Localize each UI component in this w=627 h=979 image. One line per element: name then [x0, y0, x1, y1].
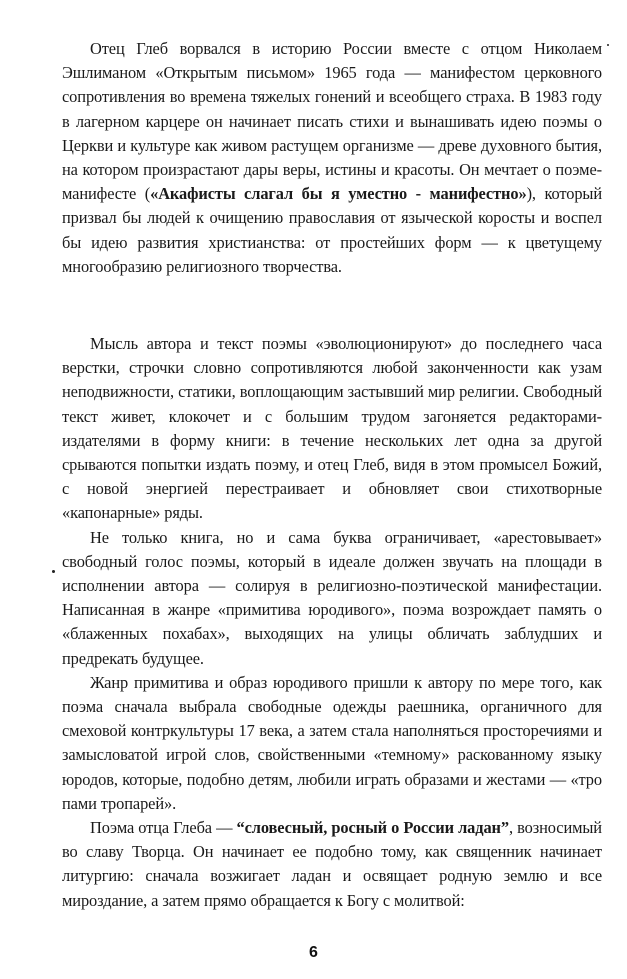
paragraph-5-quote: “словесный, росный о России ладан” — [236, 818, 509, 838]
paragraph-5-text-end: , возносимый во славу Творца. Он начинает ее подобно тому, как священник начинает литургию: сначала возжигает ладан и освящает родную землю и все мироздание, а затем прямо обращается к Богу с молитвой: — [62, 818, 602, 910]
text-block-bottom — [62, 332, 602, 913]
scan-speck — [607, 44, 609, 46]
paragraph-2-text: Мысль автора и текст поэмы «эволюционируют» до последнего часа верстки, строчки словно сопротивляются любой законченности как узам неподвижности, статики, воплощающим застывший мир религии. Свободный текст живет, клокочет и с большим трудом загоняется редакторами-издателями в форму книги: в течение нескольких лет одна за другой срываются попытки издать поэму, и отец Глеб, видя в этом промысел Божий, с новой энергией перестраивает и обновляет свои стихотворные «капонарные» ряды. — [62, 334, 602, 523]
paragraph-5 — [62, 816, 602, 913]
paragraph-5-text: Поэма отца Глеба — — [90, 818, 237, 838]
paragraph-1-quote: «Акафисты слагал бы я уместно - манифестно» — [150, 184, 527, 204]
paragraph-2 — [62, 332, 602, 526]
paragraph-3 — [62, 526, 602, 671]
text-block-top — [62, 37, 602, 279]
paragraph-3-text: Не только книга, но и сама буква ограничивает, «арестовывает» свободный голос поэмы, который в идеале должен звучать на площади в исполнении автора — солируя в религиозно-поэтической манифестации. Написанная в жанре «примитива юродивого», поэма возрождает память о «блаженных похабах», выходящих на улицы обличать заблудших и предрекать будущее. — [62, 527, 602, 668]
paragraph-4-text: Жанр примитива и образ юродивого пришли к автору по мере того, как поэма сначала выбрала свободные одежды раешника, органичного для смеховой контркультуры 17 века, а затем стала наполняться просторечиями и замысловатой игрой слов, свойственными «темному» раскованному языку юродов, которые, подобно детям, любили играть образами и жестами — «тро пами тропарей». — [62, 672, 602, 813]
paragraph-1 — [62, 37, 602, 279]
page-number: 6 — [309, 944, 318, 961]
scan-speck — [52, 570, 55, 573]
paragraph-1-text: Отец Глеб ворвался в историю России вместе с отцом Николаем Эшлиманом «Открытым письмом» 1965 года — манифестом церковного сопротивления во времена тяжелых гонений и всеобщего страха. В 1983 году в лагерном карцере он начинает писать стихи и вынашивать идею поэмы о Церкви и культуре как живом растущем организме — древе духовного бытия, на котором произрастают дары веры, истины и красоты. Он мечтает о поэме-манифесте ( — [62, 39, 602, 204]
paragraph-1-text-end: ), который призвал бы людей к очищению православия от языческой коросты и воспел бы идею развития христианства: от простейших форм — к цветущему многообразию религиозного творчества. — [62, 184, 602, 276]
paragraph-4 — [62, 671, 602, 816]
